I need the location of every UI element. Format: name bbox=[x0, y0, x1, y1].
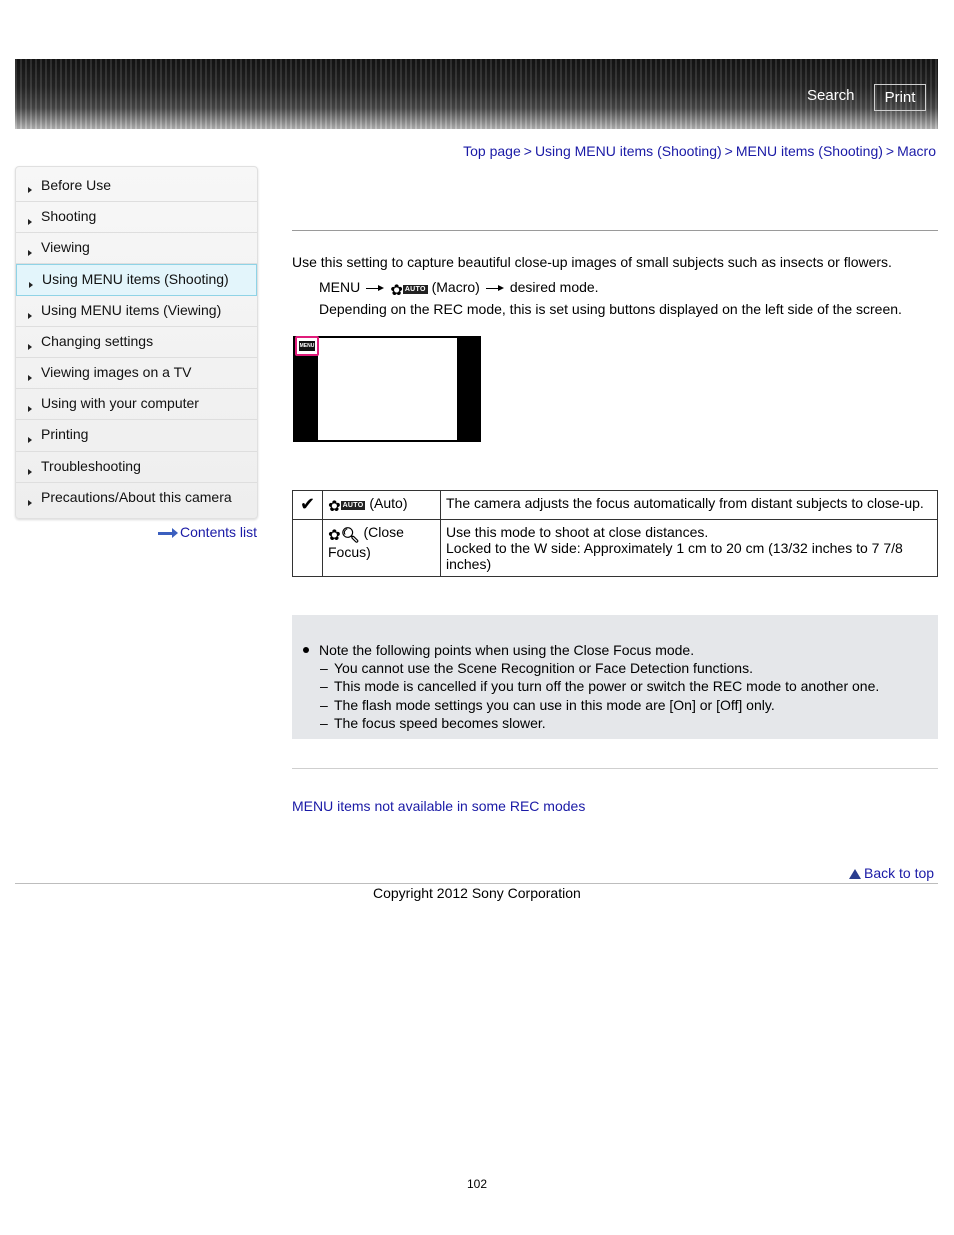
sidebar-item-label: Troubleshooting bbox=[41, 457, 141, 474]
sidebar-item-label: Using with your computer bbox=[41, 395, 199, 412]
screen-display-area bbox=[318, 338, 457, 440]
note-subitem bbox=[320, 660, 753, 676]
triangle-right-icon bbox=[28, 187, 32, 193]
sidebar-item-using-menu-viewing[interactable] bbox=[16, 296, 257, 327]
note-text: Note the following points when using the Close Focus mode. bbox=[319, 642, 695, 658]
sidebar-item-label: Using MENU items (Shooting) bbox=[42, 271, 229, 288]
contents-list-link[interactable] bbox=[158, 524, 257, 540]
sidebar-item-using-menu-shooting[interactable] bbox=[16, 264, 257, 295]
selected-cell bbox=[293, 491, 323, 520]
selected-cell bbox=[293, 520, 323, 577]
screen-illustration bbox=[293, 336, 481, 442]
arrow-right-icon bbox=[486, 284, 504, 292]
search-button[interactable]: Search bbox=[807, 87, 855, 104]
note-subitem-text: You cannot use the Scene Recognition or Face Detection functions. bbox=[334, 660, 753, 676]
triangle-right-icon bbox=[28, 313, 32, 319]
macro-flower-icon: ✿ bbox=[328, 498, 341, 515]
breadcrumb-using-menu-shooting[interactable]: Using MENU items (Shooting) bbox=[534, 143, 722, 159]
breadcrumb-separator: > bbox=[523, 143, 532, 159]
triangle-right-icon bbox=[29, 282, 33, 288]
note-subitem bbox=[320, 678, 879, 694]
breadcrumb bbox=[463, 143, 936, 159]
mode-description-cell bbox=[441, 520, 938, 577]
sidebar-item-label: Printing bbox=[41, 426, 89, 443]
step-menu-path bbox=[319, 279, 599, 299]
sidebar-item-label: Before Use bbox=[41, 177, 112, 193]
header-bar bbox=[15, 59, 938, 129]
breadcrumb-separator: > bbox=[885, 143, 895, 159]
back-to-top-label: Back to top bbox=[864, 865, 935, 881]
macro-modes-table bbox=[292, 490, 938, 577]
breadcrumb-separator: > bbox=[724, 143, 733, 159]
dash-icon: – bbox=[320, 678, 328, 694]
mode-name-cell bbox=[323, 491, 441, 520]
mode-description-cell bbox=[441, 491, 938, 520]
note-subitem bbox=[320, 697, 775, 713]
back-to-top-link[interactable] bbox=[849, 865, 934, 881]
sidebar-item-viewing[interactable] bbox=[16, 233, 257, 264]
mode-name-cell bbox=[323, 520, 441, 577]
related-topic-link[interactable]: MENU items not available in some REC modes bbox=[292, 798, 586, 814]
sidebar-nav bbox=[15, 166, 258, 519]
sidebar-item-before-use[interactable] bbox=[16, 167, 257, 202]
related-divider bbox=[292, 768, 938, 769]
macro-flower-icon: ✿ bbox=[390, 282, 403, 299]
menu-button-text: MENU bbox=[299, 343, 315, 349]
table-row bbox=[293, 520, 938, 577]
mode-description: The camera adjusts the focus automatically from distant subjects to close-up. bbox=[446, 495, 924, 511]
triangle-right-icon bbox=[28, 219, 32, 225]
sidebar-item-shooting[interactable] bbox=[16, 202, 257, 233]
desired-mode-label: desired mode. bbox=[509, 279, 599, 295]
sidebar-item-troubleshooting[interactable] bbox=[16, 452, 257, 483]
triangle-right-icon bbox=[28, 250, 32, 256]
mode-description: Use this mode to shoot at close distances. bbox=[446, 524, 709, 540]
print-button[interactable]: Print bbox=[874, 84, 926, 111]
sidebar-item-printing[interactable] bbox=[16, 420, 257, 451]
title-divider bbox=[292, 230, 938, 231]
dash-icon: – bbox=[320, 660, 328, 676]
triangle-right-icon bbox=[28, 344, 32, 350]
sidebar-item-label: Viewing images on a TV bbox=[41, 363, 192, 380]
auto-badge: AUTO bbox=[404, 286, 426, 293]
arrow-right-icon bbox=[158, 528, 178, 538]
sidebar-item-label: Precautions/About this camera bbox=[41, 488, 232, 505]
note-bullet bbox=[303, 642, 694, 658]
triangle-right-icon bbox=[28, 375, 32, 381]
close-focus-icon: ✿🔍︎ bbox=[328, 527, 360, 544]
sidebar-item-label: Shooting bbox=[41, 208, 97, 224]
mode-name: (Close Focus) bbox=[328, 524, 404, 560]
macro-label: (Macro) bbox=[431, 279, 480, 295]
contents-list-label: Contents list bbox=[180, 524, 258, 540]
sidebar-item-changing-settings[interactable] bbox=[16, 327, 257, 358]
bullet-dot-icon bbox=[303, 647, 309, 653]
table-row bbox=[293, 491, 938, 520]
sidebar-item-viewing-tv[interactable] bbox=[16, 358, 257, 389]
sidebar-item-computer[interactable] bbox=[16, 389, 257, 420]
triangle-right-icon bbox=[28, 500, 32, 506]
sidebar-item-label: Using MENU items (Viewing) bbox=[41, 301, 222, 318]
notes-box bbox=[292, 615, 938, 739]
note-subitem bbox=[320, 715, 546, 731]
menu-label: MENU bbox=[319, 279, 361, 295]
step-rec-mode-note: Depending on the REC mode, this is set using buttons displayed on the left side of the screen. bbox=[319, 301, 902, 317]
triangle-up-icon bbox=[849, 869, 861, 879]
note-subitem-text: This mode is cancelled if you turn off the power or switch the REC mode to another one. bbox=[334, 678, 880, 694]
dash-icon: – bbox=[320, 715, 328, 731]
mode-description: Locked to the W side: Approximately 1 cm to 20 cm (13/32 inches to 7 7/8 inches) bbox=[446, 540, 903, 572]
checkmark-icon: ✔ bbox=[299, 494, 316, 514]
breadcrumb-top-page[interactable]: Top page bbox=[463, 143, 521, 159]
arrow-right-icon bbox=[366, 284, 384, 292]
auto-badge: AUTO bbox=[342, 502, 364, 509]
sidebar-item-label: Viewing bbox=[41, 239, 90, 256]
intro-text: Use this setting to capture beautiful close-up images of small subjects such as insects or flowers. bbox=[292, 254, 892, 270]
sidebar-item-precautions[interactable] bbox=[16, 483, 257, 514]
copyright-text: Copyright 2012 Sony Corporation bbox=[373, 885, 581, 901]
triangle-right-icon bbox=[28, 437, 32, 443]
note-subitem-text: The focus speed becomes slower. bbox=[334, 715, 546, 731]
menu-button-illustration bbox=[295, 336, 319, 356]
triangle-right-icon bbox=[28, 406, 32, 412]
breadcrumb-menu-items-shooting[interactable]: MENU items (Shooting) bbox=[735, 143, 883, 159]
mode-name: (Auto) bbox=[369, 495, 408, 511]
dash-icon: – bbox=[320, 697, 328, 713]
breadcrumb-macro[interactable]: Macro bbox=[897, 143, 936, 159]
page-number: 102 bbox=[466, 1177, 488, 1191]
triangle-right-icon bbox=[28, 469, 32, 475]
sidebar-item-label: Changing settings bbox=[41, 332, 154, 349]
footer-divider bbox=[15, 883, 938, 884]
note-subitem-text: The flash mode settings you can use in this mode are [On] or [Off] only. bbox=[334, 697, 775, 713]
